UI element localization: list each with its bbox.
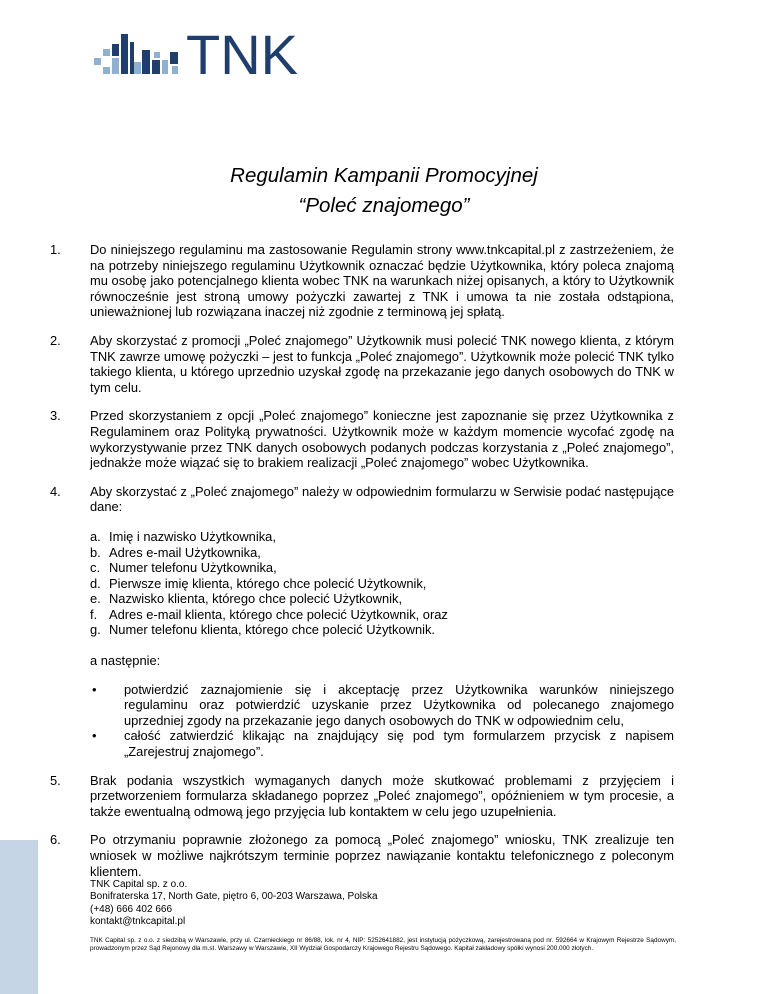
list-text: Imię i nazwisko Użytkownika,	[109, 528, 276, 544]
list-letter: b.	[90, 544, 101, 560]
company-footer	[90, 879, 676, 953]
section-1	[50, 242, 674, 320]
list-letter: d.	[90, 575, 101, 591]
section-6	[50, 832, 674, 879]
section-3	[50, 408, 674, 471]
steps-bullet-list	[90, 682, 674, 760]
section-2	[50, 332, 674, 395]
list-item	[90, 545, 674, 561]
list-text: Pierwsze imię klienta, którego chce polecić Użytkownik,	[109, 575, 427, 591]
bullet-glyph: •	[92, 681, 97, 697]
section-text: Brak podania wszystkich wymaganych danych może skutkować problemami z przyjęciem i przetworzeniem formularza składanego poprzez „Poleć znajomego”, opóźnieniem w tym procesie, a także ewentualną odmową jego przyjęcia lub kontaktem w celu jego uzupełnienia.	[90, 772, 674, 819]
footer-address: Bonifraterska 17, North Gate, piętro 6, 00-203 Warszawa, Polska	[90, 891, 378, 903]
tnk-logo-graphic	[94, 22, 354, 78]
list-item	[90, 591, 674, 607]
list-letter: e.	[90, 591, 101, 607]
section-number: 5.	[50, 772, 61, 788]
section-text: Aby skorzystać z promocji „Poleć znajomego” Użytkownik musi polecić TNK nowego klienta, z którym TNK zawrze umowę pożyczki – jest to funkcja „Poleć znajomego”. Użytkownik może polecić TNK tylko takiego klienta, u którego uprzednio uzyskał zgodę na przekazanie jego danych osobowych do TNK w tym celu.	[90, 332, 674, 395]
then-label: a następnie:	[90, 653, 161, 669]
section-text: Do niniejszego regulaminu ma zastosowanie Regulamin strony www.tnkcapital.pl z zastrzeżeniem, że na potrzeby niniejszego regulaminu Użytkownik oznaczać będzie Użytkownika, który poleca znajomą mu osobę jako potencjalnego klienta wobec TNK na warunkach niżej opisanych, a który to Użytkownik równocześnie jest stroną umowy pożyczki zawartej z TNK i umowa ta nie została odstąpiona, unieważnionej lub rozwiązana inaczej niż zgodnie z terminową jej spłatą.	[90, 242, 674, 320]
bullet-glyph: •	[92, 728, 97, 744]
footer-legal-notice: TNK Capital sp. z o.o. z siedzibą w Warszawie, przy ul. Czarnieckiego nr 86/88, lok. nr 4, NIP: 5252641882, jest instytucją pożyczkową, zarejestrowaną pod nr. 592664 w Krajowym Rejestrze Sądowym, prowadzonym przez Sąd Rejonowy dla m.st. Warszawy w Warszawie, XII Wydział Gospodarczy Krajowego Rejestru Sądowego. Kapitał zakładowy spółki wynosi 200.000 złotych.	[90, 937, 676, 953]
required-data-list	[90, 529, 674, 638]
section-number: 4.	[50, 483, 61, 499]
list-letter: c.	[90, 560, 101, 576]
section-number: 2.	[50, 332, 61, 348]
page-title-line2: “Poleć znajomego”	[298, 194, 470, 217]
list-letter: a.	[90, 528, 101, 544]
section-5	[50, 772, 674, 820]
list-text: Numer telefonu Użytkownika,	[109, 560, 277, 576]
tnk-logo	[94, 22, 354, 78]
list-item	[90, 560, 674, 576]
section-4	[50, 483, 674, 760]
list-text: Adres e-mail klienta, którego chce polecić Użytkownik, oraz	[109, 606, 448, 622]
page-title-line1: Regulamin Kampanii Promocyjnej	[230, 164, 538, 187]
list-item	[90, 607, 674, 623]
list-text: Numer telefonu klienta, którego chce polecić Użytkownik.	[109, 622, 435, 638]
footer-company: TNK Capital sp. z o.o.	[90, 879, 188, 890]
footer-email: kontakt@tnkcapital.pl	[90, 915, 186, 927]
bullet-item	[90, 728, 674, 759]
footer-phone: (+48) 666 402 666	[90, 903, 173, 915]
section-text: Po otrzymaniu poprawnie złożonego za pomocą „Poleć znajomego” wniosku, TNK zrealizuje ten wniosek w możliwe najkrótszym terminie poprzez nawiązanie kontaktu telefonicznego z poleconym klientem.	[90, 832, 674, 879]
tnk-logo-text: TNK	[186, 23, 298, 78]
list-letter: f.	[90, 606, 98, 622]
section-number: 1.	[50, 242, 61, 257]
bullet-text: potwierdzić zaznajomienie się i akceptację przez Użytkownika warunków niniejszego regulaminu oraz potwierdzić uzyskanie przez Użytkownika od polecanego znajomego uprzedniej zgody na przekazanie jego danych osobowych do TNK w odpowiednim celu,	[124, 681, 674, 728]
section-text: Przed skorzystaniem z opcji „Poleć znajomego” konieczne jest zapoznanie się przez Użytkownika z Regulaminem oraz Polityką prywatności. Użytkownik może w każdym momencie wycofać zgodę na wykorzystywanie przez TNK danych osobowych podanych podczas korzystania z „Poleć znajomego”, jednakże może wiązać się to brakiem realizacji „Poleć znajomego” wobec Użytkownika.	[90, 408, 674, 471]
list-item	[90, 529, 674, 545]
list-letter: g.	[90, 622, 101, 638]
decorative-side-strip	[0, 840, 38, 994]
list-text: Adres e-mail Użytkownika,	[109, 544, 261, 560]
bullet-text: całość zatwierdzić klikając na znajdujący się pod tym formularzem przycisk z napisem „Zarejestruj znajomego”.	[124, 728, 674, 760]
regulations-content	[50, 242, 674, 892]
section-number: 3.	[50, 408, 61, 424]
bullet-item	[90, 682, 674, 729]
section-number: 6.	[50, 832, 61, 848]
section-text: Aby skorzystać z „Poleć znajomego” należy w odpowiednim formularzu w Serwisie podać następujące dane:	[90, 483, 674, 515]
list-item	[90, 622, 674, 638]
list-text: Nazwisko klienta, którego chce polecić Użytkownik,	[109, 591, 403, 607]
list-item	[90, 576, 674, 592]
